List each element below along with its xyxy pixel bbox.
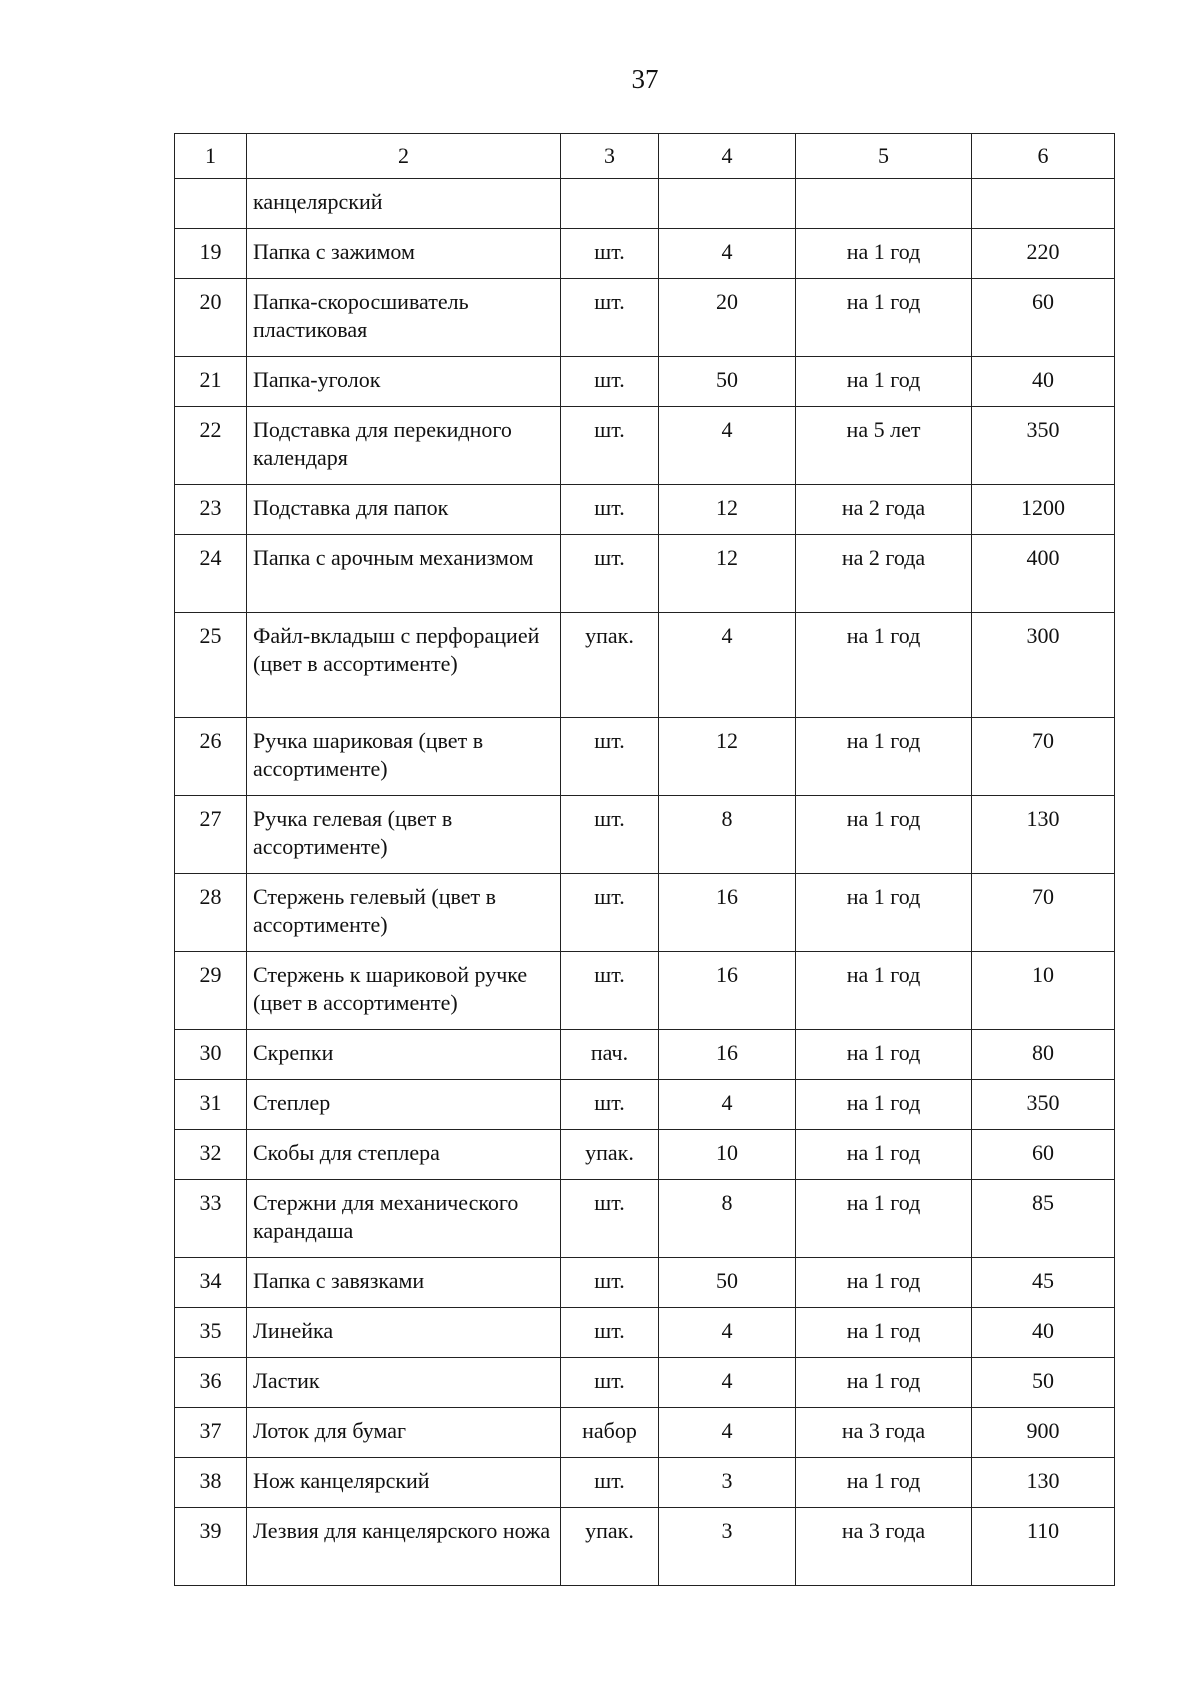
table-row (175, 1080, 1115, 1130)
table-row (175, 1408, 1115, 1458)
row-number: 20 (175, 279, 247, 357)
item-unit: шт. (561, 796, 659, 874)
item-price: 10 (972, 952, 1115, 1030)
item-price: 85 (972, 1180, 1115, 1258)
item-price: 70 (972, 718, 1115, 796)
item-quantity: 4 (659, 613, 796, 718)
item-unit: шт. (561, 357, 659, 407)
item-unit: шт. (561, 1358, 659, 1408)
item-price: 45 (972, 1258, 1115, 1308)
item-quantity: 10 (659, 1130, 796, 1180)
item-price: 50 (972, 1358, 1115, 1408)
item-term: на 1 год (796, 229, 972, 279)
table-header-row (175, 134, 1115, 179)
item-term: на 1 год (796, 796, 972, 874)
table-row (175, 1180, 1115, 1258)
table-row (175, 1308, 1115, 1358)
header-cell: 2 (247, 134, 561, 179)
item-quantity: 4 (659, 1308, 796, 1358)
item-term: на 1 год (796, 1030, 972, 1080)
item-unit: шт. (561, 874, 659, 952)
row-number: 33 (175, 1180, 247, 1258)
item-unit: шт. (561, 1308, 659, 1358)
table-row (175, 485, 1115, 535)
header-cell: 1 (175, 134, 247, 179)
item-price: 400 (972, 535, 1115, 613)
table-row (175, 279, 1115, 357)
item-price: 900 (972, 1408, 1115, 1458)
item-unit: шт. (561, 407, 659, 485)
item-price: 60 (972, 279, 1115, 357)
item-unit: упак. (561, 613, 659, 718)
item-term: на 1 год (796, 357, 972, 407)
item-quantity: 4 (659, 229, 796, 279)
item-name: Папка-уголок (247, 357, 561, 407)
item-price: 1200 (972, 485, 1115, 535)
items-table (174, 133, 1115, 1586)
item-price: 130 (972, 796, 1115, 874)
item-unit: шт. (561, 279, 659, 357)
item-price: 350 (972, 1080, 1115, 1130)
header-cell: 6 (972, 134, 1115, 179)
item-term: на 1 год (796, 1308, 972, 1358)
item-unit: шт. (561, 718, 659, 796)
item-price (972, 179, 1115, 229)
item-term: на 1 год (796, 1358, 972, 1408)
item-term: на 2 года (796, 485, 972, 535)
item-term: на 3 года (796, 1508, 972, 1586)
item-name: Нож канцелярский (247, 1458, 561, 1508)
row-number: 38 (175, 1458, 247, 1508)
row-number: 29 (175, 952, 247, 1030)
item-name: канцелярский (247, 179, 561, 229)
item-name: Папка с зажимом (247, 229, 561, 279)
table-row (175, 1130, 1115, 1180)
item-name: Ручка гелевая (цвет в ассортименте) (247, 796, 561, 874)
item-quantity: 8 (659, 796, 796, 874)
item-name: Скрепки (247, 1030, 561, 1080)
item-quantity: 50 (659, 357, 796, 407)
table-row (175, 1358, 1115, 1408)
row-number: 22 (175, 407, 247, 485)
table-row (175, 229, 1115, 279)
row-number: 23 (175, 485, 247, 535)
item-unit: шт. (561, 1258, 659, 1308)
item-quantity: 4 (659, 407, 796, 485)
item-price: 300 (972, 613, 1115, 718)
row-number: 39 (175, 1508, 247, 1586)
item-name: Подставка для папок (247, 485, 561, 535)
row-number: 25 (175, 613, 247, 718)
item-price: 40 (972, 1308, 1115, 1358)
table-row (175, 1458, 1115, 1508)
row-number: 27 (175, 796, 247, 874)
item-term: на 3 года (796, 1408, 972, 1458)
row-number: 31 (175, 1080, 247, 1130)
table-row (175, 874, 1115, 952)
table-row (175, 357, 1115, 407)
item-price: 40 (972, 357, 1115, 407)
item-unit: шт. (561, 1458, 659, 1508)
item-name: Файл-вкладыш с перфорацией (цвет в ассортименте) (247, 613, 561, 718)
table-row (175, 407, 1115, 485)
row-number: 36 (175, 1358, 247, 1408)
item-quantity: 16 (659, 874, 796, 952)
table-row (175, 796, 1115, 874)
item-term: на 1 год (796, 279, 972, 357)
item-quantity: 20 (659, 279, 796, 357)
header-cell: 4 (659, 134, 796, 179)
continuation-row (175, 179, 1115, 229)
row-number: 34 (175, 1258, 247, 1308)
item-quantity: 3 (659, 1508, 796, 1586)
item-term: на 1 год (796, 1130, 972, 1180)
item-quantity: 16 (659, 952, 796, 1030)
row-number: 21 (175, 357, 247, 407)
item-unit: шт. (561, 1080, 659, 1130)
row-number (175, 179, 247, 229)
item-quantity (659, 179, 796, 229)
header-cell: 3 (561, 134, 659, 179)
item-unit: упак. (561, 1508, 659, 1586)
item-name: Ластик (247, 1358, 561, 1408)
item-quantity: 4 (659, 1080, 796, 1130)
item-term: на 1 год (796, 1258, 972, 1308)
item-price: 70 (972, 874, 1115, 952)
item-unit: шт. (561, 229, 659, 279)
row-number: 37 (175, 1408, 247, 1458)
item-name: Лезвия для канцелярского ножа (247, 1508, 561, 1586)
item-term (796, 179, 972, 229)
item-quantity: 8 (659, 1180, 796, 1258)
item-name: Лоток для бумаг (247, 1408, 561, 1458)
row-number: 35 (175, 1308, 247, 1358)
item-term: на 1 год (796, 613, 972, 718)
item-name: Папка-скоросшиватель пластиковая (247, 279, 561, 357)
item-term: на 1 год (796, 952, 972, 1030)
item-term: на 1 год (796, 1458, 972, 1508)
item-quantity: 4 (659, 1358, 796, 1408)
item-name: Папка с арочным механизмом (247, 535, 561, 613)
item-price: 80 (972, 1030, 1115, 1080)
item-unit (561, 179, 659, 229)
item-unit: пач. (561, 1030, 659, 1080)
table-row (175, 613, 1115, 718)
item-quantity: 12 (659, 718, 796, 796)
row-number: 32 (175, 1130, 247, 1180)
table-row (175, 1508, 1115, 1586)
item-price: 220 (972, 229, 1115, 279)
row-number: 19 (175, 229, 247, 279)
item-name: Степлер (247, 1080, 561, 1130)
item-unit: шт. (561, 485, 659, 535)
item-term: на 1 год (796, 874, 972, 952)
item-price: 110 (972, 1508, 1115, 1586)
item-term: на 1 год (796, 1180, 972, 1258)
item-quantity: 12 (659, 485, 796, 535)
item-name: Папка с завязками (247, 1258, 561, 1308)
item-unit: упак. (561, 1130, 659, 1180)
item-price: 350 (972, 407, 1115, 485)
item-unit: шт. (561, 535, 659, 613)
item-term: на 1 год (796, 718, 972, 796)
item-name: Стержень гелевый (цвет в ассортименте) (247, 874, 561, 952)
item-name: Линейка (247, 1308, 561, 1358)
item-unit: шт. (561, 1180, 659, 1258)
item-term: на 1 год (796, 1080, 972, 1130)
item-term: на 5 лет (796, 407, 972, 485)
table-row (175, 1030, 1115, 1080)
table-row (175, 535, 1115, 613)
item-name: Ручка шариковая (цвет в ассортименте) (247, 718, 561, 796)
item-quantity: 50 (659, 1258, 796, 1308)
table-row (175, 952, 1115, 1030)
row-number: 28 (175, 874, 247, 952)
row-number: 30 (175, 1030, 247, 1080)
item-unit: шт. (561, 952, 659, 1030)
item-name: Скобы для степлера (247, 1130, 561, 1180)
item-name: Стержни для механического карандаша (247, 1180, 561, 1258)
item-name: Стержень к шариковой ручке (цвет в ассортименте) (247, 952, 561, 1030)
item-price: 60 (972, 1130, 1115, 1180)
page-number: 37 (631, 64, 659, 94)
item-name: Подставка для перекидного календаря (247, 407, 561, 485)
item-quantity: 16 (659, 1030, 796, 1080)
header-cell: 5 (796, 134, 972, 179)
item-quantity: 3 (659, 1458, 796, 1508)
item-unit: набор (561, 1408, 659, 1458)
row-number: 24 (175, 535, 247, 613)
item-quantity: 4 (659, 1408, 796, 1458)
table-row (175, 1258, 1115, 1308)
item-price: 130 (972, 1458, 1115, 1508)
item-term: на 2 года (796, 535, 972, 613)
row-number: 26 (175, 718, 247, 796)
table-row (175, 718, 1115, 796)
item-quantity: 12 (659, 535, 796, 613)
